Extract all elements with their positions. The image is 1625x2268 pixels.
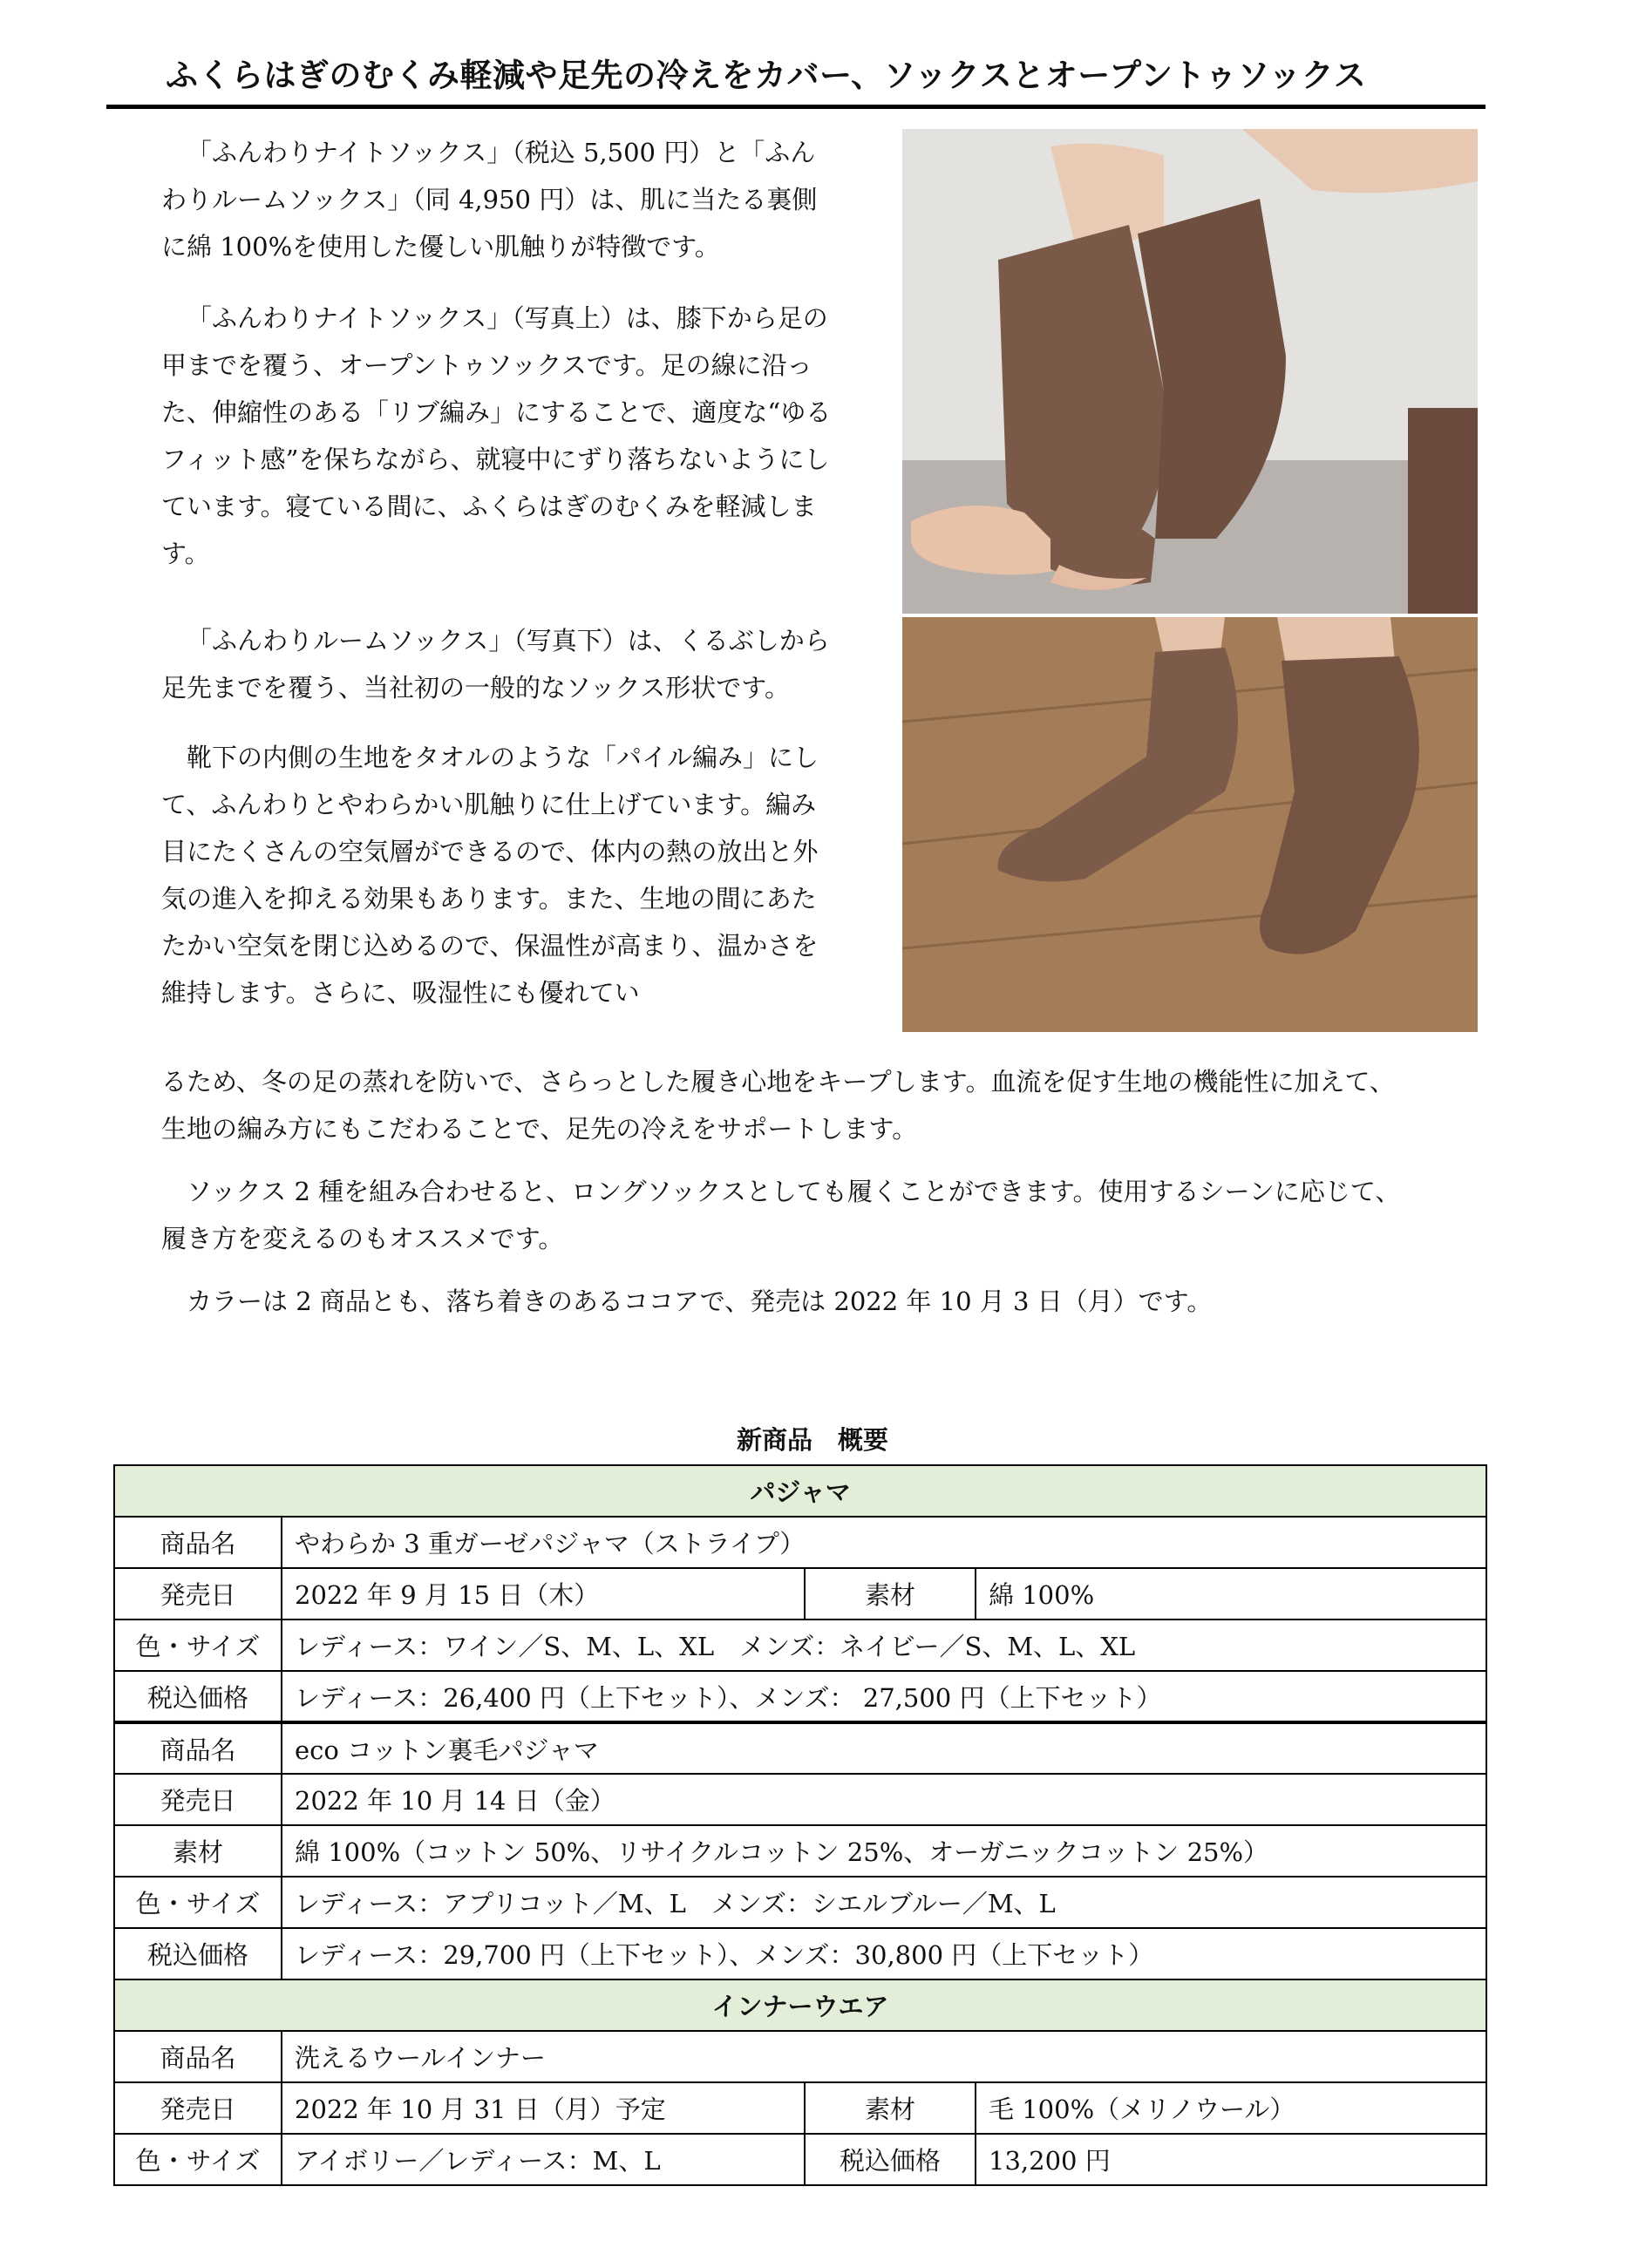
- value-price: 13,200 円: [976, 2134, 1486, 2185]
- article-heading: ふくらはぎのむくみ軽減や足先の冷えをカバー、ソックスとオープントゥソックス: [166, 57, 1367, 94]
- label-material: 素材: [114, 1825, 282, 1877]
- section-row: [114, 1465, 1486, 1517]
- table-row: [114, 1877, 1486, 1928]
- product-table: [113, 1464, 1487, 2186]
- label-price: 税込価格: [805, 2134, 976, 2185]
- table-row: [114, 2134, 1486, 2185]
- paragraph-3: 「ふんわりルームソックス」（写真下）は、くるぶしから足先までを覆う、当社初の一般的なソックス形状です。: [161, 626, 830, 703]
- label-price: 税込価格: [114, 1928, 282, 1979]
- label-material: 素材: [805, 1568, 976, 1620]
- night-socks-photo: [902, 129, 1478, 614]
- table-row: [114, 2082, 1486, 2134]
- label-date: 発売日: [114, 1568, 282, 1620]
- label-date: 発売日: [114, 2082, 282, 2134]
- table-row: [114, 1671, 1486, 1722]
- table-row: [114, 1568, 1486, 1620]
- value-material: 綿 100%: [976, 1568, 1486, 1620]
- value-price: レディース：29,700 円（上下セット）、メンズ：30,800 円（上下セット）: [282, 1928, 1486, 1979]
- label-material: 素材: [805, 2082, 976, 2134]
- label-name: 商品名: [114, 1517, 282, 1568]
- label-date: 発売日: [114, 1774, 282, 1825]
- paragraph-5: ソックス 2 種を組み合わせると、ロングソックスとしても履くことができます。使用するシーンに応じて、履き方を変えるのもオススメです。: [161, 1177, 1401, 1253]
- paragraph-6: カラーは 2 商品とも、落ち着きのあるココアで、発売は 2022 年 10 月 3 日（月）です。: [187, 1287, 1213, 1316]
- value-price: レディース：26,400 円（上下セット）、メンズ： 27,500 円（上下セット）: [282, 1671, 1486, 1722]
- value-size: レディース：アプリコット／M、L メンズ：シエルブルー／M、L: [282, 1877, 1486, 1928]
- table-row: [114, 1722, 1486, 1774]
- value-date: 2022 年 10 月 14 日（金）: [282, 1774, 1486, 1825]
- table-row: [114, 1620, 1486, 1671]
- value-name: 洗えるウールインナー: [282, 2031, 1486, 2082]
- table-row: [114, 2031, 1486, 2082]
- label-size: 色・サイズ: [114, 1620, 282, 1671]
- value-material: 毛 100%（メリノウール）: [976, 2082, 1486, 2134]
- label-name: 商品名: [114, 1722, 282, 1774]
- paragraph-1: 「ふんわりナイトソックス」（税込 5,500 円）と「ふんわりルームソックス」（同 4,950 円）は、肌に当たる裏側に綿 100%を使用した優しい肌触りが特徴です。: [161, 138, 818, 261]
- table-row: [114, 1825, 1486, 1877]
- section-pajama: パジャマ: [114, 1465, 1486, 1517]
- paragraph-4-continued: るため、冬の足の蒸れを防いで、さらっとした履き心地をキープします。血流を促す生地の機能性に加えて、生地の編み方にもこだわることで、足先の冷えをサポートします。: [161, 1067, 1395, 1144]
- label-name: 商品名: [114, 2031, 282, 2082]
- label-price: 税込価格: [114, 1671, 282, 1722]
- paragraph-2: 「ふんわりナイトソックス」（写真上）は、膝下から足の甲までを覆う、オープントゥソックスです。足の線に沿った、伸縮性のある「リブ編み」にすることで、適度な“ゆるフィット感”を保ちながら、就寝中にずり落ちないようにしています。寝ている間に、ふくらはぎのむくみを軽減します。: [161, 303, 832, 568]
- section-innerwear: インナーウエア: [114, 1979, 1486, 2031]
- table-row: [114, 1517, 1486, 1568]
- value-size: アイボリー／レディース：M、L: [282, 2134, 805, 2185]
- value-date: 2022 年 9 月 15 日（木）: [282, 1568, 805, 1620]
- label-size: 色・サイズ: [114, 1877, 282, 1928]
- value-material: 綿 100%（コットン 50%、リサイクルコットン 25%、オーガニックコットン 25%）: [282, 1825, 1486, 1877]
- room-socks-photo: [902, 617, 1478, 1032]
- value-size: レディース：ワイン／S、M、L、XL メンズ：ネイビー／S、M、L、XL: [282, 1620, 1486, 1671]
- table-row: [114, 1928, 1486, 1979]
- table-row: [114, 1774, 1486, 1825]
- section-row: [114, 1979, 1486, 2031]
- label-size: 色・サイズ: [114, 2134, 282, 2185]
- value-name: やわらか 3 重ガーゼパジャマ（ストライプ）: [282, 1517, 1486, 1568]
- paragraph-4: 靴下の内側の生地をタオルのような「パイル編み」にして、ふんわりとやわらかい肌触りに仕上げています。編み目にたくさんの空気層ができるので、体内の熱の放出と外気の進入を抑える効果もあります。また、生地の間にあたたかい空気を閉じ込めるので、保温性が高まり、温かさを維持します。さらに、吸湿性にも優れてい: [161, 743, 819, 1008]
- value-date: 2022 年 10 月 31 日（月）予定: [282, 2082, 805, 2134]
- value-name: eco コットン裏毛パジャマ: [282, 1722, 1486, 1774]
- table-title: 新商品 概要: [736, 1425, 888, 1455]
- heading-rule: [106, 105, 1486, 109]
